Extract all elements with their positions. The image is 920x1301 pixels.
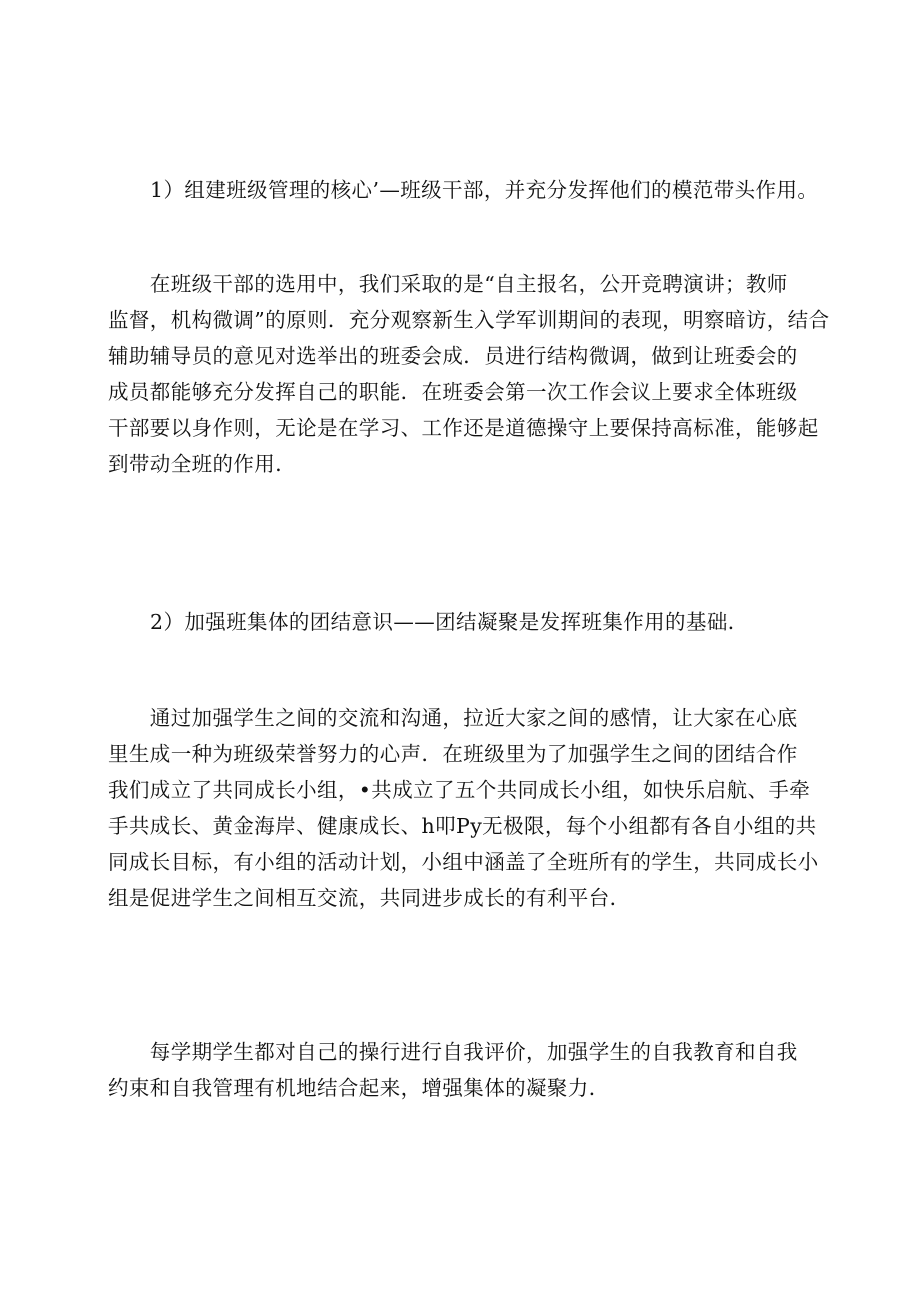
text-line: 约束和自我管理有机地结合起来，增强集体的凝聚力． — [108, 1076, 610, 1100]
text-line: 辅助辅导员的意见对选举出的班委会成．员进行结构微调，做到让班委会的 — [108, 344, 798, 368]
text-line: 2）加强班集体的团结意识——团结凝聚是发挥班集作用的基础． — [150, 610, 749, 634]
text-line: 同成长目标，有小组的活动计划，小组中涵盖了全班所有的学生，共同成长小 — [108, 850, 819, 874]
text-line: 手共成长、黄金海岸、健康成长、h叩Py无极限，每个小组都有各自小组的共 — [108, 814, 817, 838]
text-line: 在班级干部的选用中，我们采取的是“自主报名，公开竞聘演讲；教师 — [108, 272, 788, 296]
text-line: 里生成一种为班级荣誉努力的心声．在班级里为了加强学生之间的团结合作 — [108, 742, 798, 766]
text-line: 成员都能够充分发挥自己的职能．在班委会第一次工作会议上要求全体班级 — [108, 380, 798, 404]
section-heading-1 — [150, 172, 840, 208]
text-line: 通过加强学生之间的交流和沟通，拉近大家之间的感情，让大家在心底 — [108, 706, 798, 730]
paragraph-cadre-selection — [108, 266, 830, 482]
text-line: 组是促进学生之间相互交流，共同进步成长的有利平台． — [108, 886, 631, 910]
text-line: 我们成立了共同成长小组，•共成立了五个共同成长小组，如快乐启航、手牵 — [108, 778, 811, 802]
text-line: 到带动全班的作用． — [108, 452, 297, 476]
paragraph-self-evaluation — [108, 1034, 826, 1106]
text-line: 每学期学生都对自己的操行进行自我评价，加强学生的自我教育和自我 — [108, 1040, 798, 1064]
text-line: 监督，机构微调”的原则．充分观察新生入学军训期间的表现，明察暗访，结合 — [108, 308, 830, 332]
paragraph-growth-groups — [108, 700, 826, 916]
section-heading-2 — [150, 604, 840, 640]
text-line: 1）组建班级管理的核心’—班级干部，并充分发挥他们的模范带头作用。 — [150, 178, 819, 202]
text-line: 干部要以身作则，无论是在学习、工作还是道德操守上要保持高标准，能够起 — [108, 416, 819, 440]
